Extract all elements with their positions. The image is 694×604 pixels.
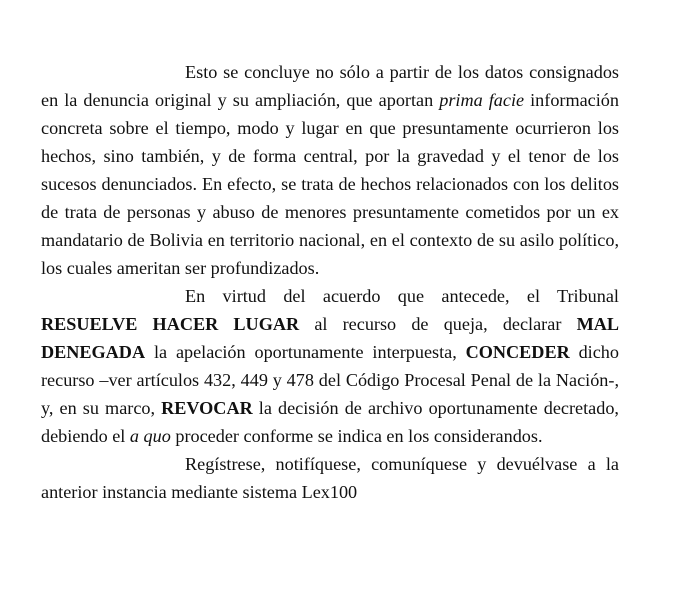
text-segment: Regístrese, notifíquese, comuníquese y devuélvase a la anterior instancia mediante sistema Lex100	[41, 454, 619, 502]
text-segment: En virtud del acuerdo que antecede, el Tribunal	[185, 286, 619, 306]
paragraph-reasoning	[41, 58, 619, 282]
document-body	[41, 58, 619, 506]
text-segment: dicho recurso –ver artículos 432, 449 y 478 del Código Procesal Penal de la Nación-, y, en su marco,	[41, 342, 619, 418]
text-segment-italic: a quo	[129, 426, 171, 446]
text-segment: proceder conforme se indica en los considerandos.	[170, 426, 543, 446]
text-segment: Esto se concluye no sólo a partir de los datos consignados en la denuncia original y su ampliación, que aportan	[41, 62, 619, 110]
paragraph-closing	[41, 450, 619, 506]
text-segment: información concreta sobre el tiempo, modo y lugar en que presuntamente ocurrieron los hechos, sino también, y de forma central, por la gravedad y el tenor de los sucesos denunciados. En efecto, se trata de hechos relacionados con los delitos de trata de personas y abuso de menores presuntamente cometidos por un ex mandatario de Bolivia en territorio nacional, en el contexto de su asilo político, los cuales ameritan ser profundizados.	[41, 90, 619, 278]
text-segment-italic: prima facie	[439, 90, 525, 110]
text-segment-bold: REVOCAR	[161, 398, 253, 418]
text-segment: al recurso de queja, declarar	[299, 314, 577, 334]
paragraph-resolution	[41, 282, 619, 450]
text-segment-bold: CONCEDER	[465, 342, 570, 362]
text-segment-bold: RESUELVE HACER LUGAR	[41, 314, 300, 334]
text-segment: la decisión de archivo oportunamente decretado, debiendo el	[41, 398, 619, 446]
text-segment: la apelación oportunamente interpuesta,	[145, 342, 466, 362]
text-segment-bold: MAL DENEGADA	[41, 314, 619, 362]
